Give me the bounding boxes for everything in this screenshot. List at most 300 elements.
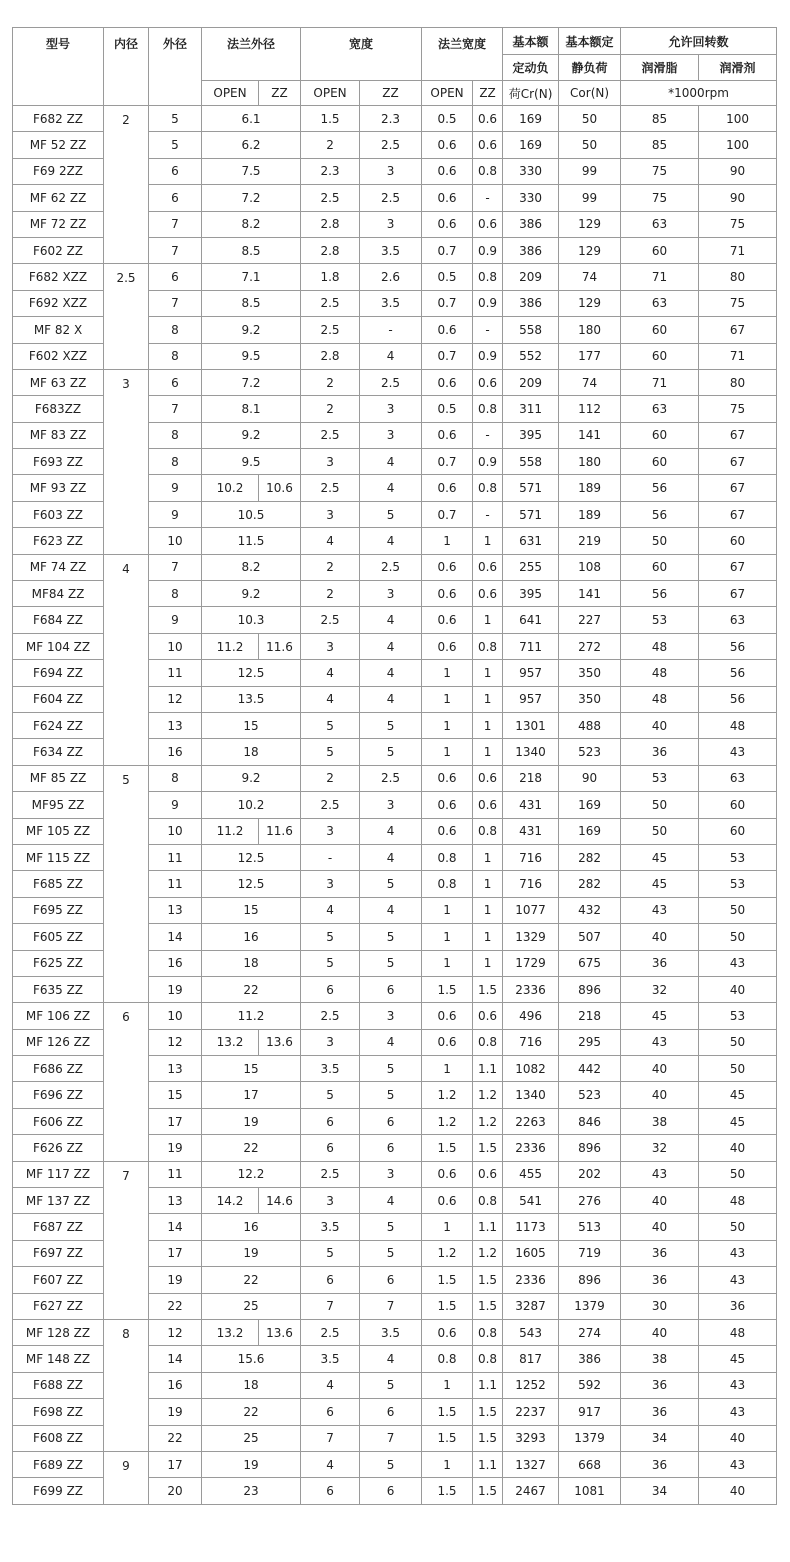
cell-static-load: 274 bbox=[559, 1319, 621, 1345]
cell-flange-width-zz: 0.8 bbox=[473, 1188, 503, 1214]
cell-width-zz: 3 bbox=[360, 211, 422, 237]
cell-inner-diameter: 3 bbox=[104, 369, 149, 554]
cell-flange-od: 11.2 bbox=[202, 1003, 301, 1029]
cell-flange-od: 12.2 bbox=[202, 1161, 301, 1187]
cell-model: F624 ZZ bbox=[13, 712, 104, 738]
cell-flange-od: 25 bbox=[202, 1425, 301, 1451]
cell-outer-diameter: 14 bbox=[149, 924, 202, 950]
cell-flange-width-open: 0.6 bbox=[422, 185, 473, 211]
cell-flange-od: 9.2 bbox=[202, 581, 301, 607]
cell-flange-width-zz: 1 bbox=[473, 924, 503, 950]
cell-flange-od: 18 bbox=[202, 739, 301, 765]
cell-static-load: 350 bbox=[559, 686, 621, 712]
cell-flange-od: 10.2 bbox=[202, 792, 301, 818]
cell-flange-od: 22 bbox=[202, 1135, 301, 1161]
cell-speed-oil: 67 bbox=[699, 422, 777, 448]
cell-outer-diameter: 11 bbox=[149, 844, 202, 870]
cell-width-open: 3 bbox=[301, 871, 360, 897]
cell-width-open: 5 bbox=[301, 950, 360, 976]
cell-width-zz: 6 bbox=[360, 1399, 422, 1425]
cell-outer-diameter: 6 bbox=[149, 185, 202, 211]
cell-speed-oil: 50 bbox=[699, 924, 777, 950]
cell-speed-grease: 75 bbox=[621, 158, 699, 184]
cell-width-zz: 3 bbox=[360, 581, 422, 607]
cell-model: F692 XZZ bbox=[13, 290, 104, 316]
cell-flange-od: 22 bbox=[202, 976, 301, 1002]
cell-flange-width-zz: 1.5 bbox=[473, 1293, 503, 1319]
cell-flange-width-zz: 0.8 bbox=[473, 396, 503, 422]
table-row bbox=[13, 554, 777, 580]
cell-flange-od: 7.5 bbox=[202, 158, 301, 184]
cell-width-open: 7 bbox=[301, 1425, 360, 1451]
cell-model: MF95 ZZ bbox=[13, 792, 104, 818]
cell-flange-od: 12.5 bbox=[202, 660, 301, 686]
cell-width-open: 5 bbox=[301, 739, 360, 765]
cell-model: F698 ZZ bbox=[13, 1399, 104, 1425]
cell-model: F694 ZZ bbox=[13, 660, 104, 686]
cell-flange-width-open: 0.6 bbox=[422, 633, 473, 659]
cell-model: MF 137 ZZ bbox=[13, 1188, 104, 1214]
table-header bbox=[13, 28, 777, 106]
header-flange-od-open: OPEN bbox=[202, 81, 259, 106]
cell-static-load: 218 bbox=[559, 1003, 621, 1029]
cell-speed-oil: 53 bbox=[699, 844, 777, 870]
cell-dynamic-load: 1329 bbox=[503, 924, 559, 950]
cell-width-zz: 5 bbox=[360, 1214, 422, 1240]
cell-speed-grease: 36 bbox=[621, 1267, 699, 1293]
cell-static-load: 169 bbox=[559, 792, 621, 818]
cell-flange-width-zz: 1.1 bbox=[473, 1214, 503, 1240]
cell-speed-oil: 71 bbox=[699, 343, 777, 369]
cell-flange-width-zz: 0.8 bbox=[473, 158, 503, 184]
cell-static-load: 227 bbox=[559, 607, 621, 633]
cell-dynamic-load: 209 bbox=[503, 264, 559, 290]
cell-width-open: 5 bbox=[301, 1082, 360, 1108]
cell-outer-diameter: 10 bbox=[149, 528, 202, 554]
cell-flange-width-open: 1 bbox=[422, 1214, 473, 1240]
cell-flange-width-zz: 1 bbox=[473, 871, 503, 897]
cell-outer-diameter: 16 bbox=[149, 739, 202, 765]
cell-outer-diameter: 7 bbox=[149, 290, 202, 316]
cell-static-load: 1379 bbox=[559, 1425, 621, 1451]
cell-flange-width-zz: 0.6 bbox=[473, 581, 503, 607]
cell-flange-od: 10.5 bbox=[202, 501, 301, 527]
cell-flange-width-zz: 1 bbox=[473, 528, 503, 554]
cell-flange-width-open: 1.5 bbox=[422, 1293, 473, 1319]
cell-width-open: 6 bbox=[301, 1267, 360, 1293]
cell-inner-diameter: 6 bbox=[104, 1003, 149, 1161]
cell-outer-diameter: 8 bbox=[149, 343, 202, 369]
cell-width-open: 6 bbox=[301, 1399, 360, 1425]
cell-width-open: 2.5 bbox=[301, 1003, 360, 1029]
cell-flange-width-open: 1.5 bbox=[422, 1399, 473, 1425]
cell-speed-grease: 50 bbox=[621, 528, 699, 554]
cell-outer-diameter: 22 bbox=[149, 1293, 202, 1319]
cell-width-zz: 4 bbox=[360, 660, 422, 686]
cell-flange-od: 18 bbox=[202, 950, 301, 976]
cell-flange-width-zz: 0.8 bbox=[473, 475, 503, 501]
cell-flange-width-zz: 1.2 bbox=[473, 1082, 503, 1108]
cell-model: F603 ZZ bbox=[13, 501, 104, 527]
cell-model: MF 117 ZZ bbox=[13, 1161, 104, 1187]
cell-speed-grease: 43 bbox=[621, 1161, 699, 1187]
cell-speed-grease: 60 bbox=[621, 237, 699, 263]
cell-width-zz: 2.5 bbox=[360, 765, 422, 791]
cell-inner-diameter: 2.5 bbox=[104, 264, 149, 370]
cell-flange-width-open: 0.6 bbox=[422, 1029, 473, 1055]
cell-dynamic-load: 169 bbox=[503, 106, 559, 132]
cell-dynamic-load: 2336 bbox=[503, 1135, 559, 1161]
cell-width-zz: 5 bbox=[360, 1082, 422, 1108]
cell-speed-grease: 63 bbox=[621, 290, 699, 316]
cell-static-load: 668 bbox=[559, 1451, 621, 1477]
cell-static-load: 295 bbox=[559, 1029, 621, 1055]
cell-flange-od: 13.5 bbox=[202, 686, 301, 712]
cell-width-zz: 5 bbox=[360, 871, 422, 897]
cell-flange-width-open: 1 bbox=[422, 950, 473, 976]
cell-width-zz: 2.5 bbox=[360, 554, 422, 580]
cell-speed-grease: 36 bbox=[621, 1399, 699, 1425]
cell-flange-width-zz: 1.5 bbox=[473, 1425, 503, 1451]
cell-dynamic-load: 558 bbox=[503, 317, 559, 343]
cell-flange-width-open: 1.2 bbox=[422, 1240, 473, 1266]
cell-flange-od: 12.5 bbox=[202, 871, 301, 897]
cell-width-zz: 3 bbox=[360, 158, 422, 184]
cell-flange-width-open: 0.6 bbox=[422, 475, 473, 501]
table-row bbox=[13, 1003, 777, 1029]
header-dynamic-load-3: 荷Cr(N) bbox=[503, 81, 559, 106]
cell-speed-oil: 90 bbox=[699, 158, 777, 184]
cell-speed-oil: 40 bbox=[699, 976, 777, 1002]
cell-speed-grease: 36 bbox=[621, 739, 699, 765]
cell-speed-oil: 48 bbox=[699, 1188, 777, 1214]
cell-flange-width-zz: 0.8 bbox=[473, 1319, 503, 1345]
cell-width-open: 2 bbox=[301, 581, 360, 607]
cell-speed-oil: 100 bbox=[699, 132, 777, 158]
cell-speed-grease: 71 bbox=[621, 264, 699, 290]
cell-speed-grease: 36 bbox=[621, 1372, 699, 1398]
cell-speed-grease: 85 bbox=[621, 132, 699, 158]
cell-speed-oil: 50 bbox=[699, 1056, 777, 1082]
cell-speed-oil: 67 bbox=[699, 475, 777, 501]
cell-flange-od: 17 bbox=[202, 1082, 301, 1108]
cell-flange-width-zz: 1.1 bbox=[473, 1372, 503, 1398]
cell-outer-diameter: 10 bbox=[149, 633, 202, 659]
cell-model: F69 2ZZ bbox=[13, 158, 104, 184]
cell-width-open: 6 bbox=[301, 1135, 360, 1161]
cell-speed-grease: 56 bbox=[621, 475, 699, 501]
cell-static-load: 442 bbox=[559, 1056, 621, 1082]
cell-flange-width-open: 0.6 bbox=[422, 369, 473, 395]
cell-flange-width-zz: 0.8 bbox=[473, 264, 503, 290]
cell-outer-diameter: 8 bbox=[149, 317, 202, 343]
cell-model: F627 ZZ bbox=[13, 1293, 104, 1319]
cell-outer-diameter: 6 bbox=[149, 369, 202, 395]
cell-model: F625 ZZ bbox=[13, 950, 104, 976]
cell-flange-od: 15 bbox=[202, 897, 301, 923]
cell-flange-width-open: 0.6 bbox=[422, 211, 473, 237]
cell-outer-diameter: 12 bbox=[149, 686, 202, 712]
cell-speed-oil: 80 bbox=[699, 264, 777, 290]
cell-static-load: 896 bbox=[559, 976, 621, 1002]
cell-speed-grease: 36 bbox=[621, 1451, 699, 1477]
cell-flange-od: 6.2 bbox=[202, 132, 301, 158]
cell-width-zz: 5 bbox=[360, 1451, 422, 1477]
cell-width-open: 2.5 bbox=[301, 422, 360, 448]
cell-speed-oil: 40 bbox=[699, 1425, 777, 1451]
cell-speed-oil: 40 bbox=[699, 1478, 777, 1504]
cell-static-load: 350 bbox=[559, 660, 621, 686]
cell-flange-od: 7.1 bbox=[202, 264, 301, 290]
cell-width-open: 3.5 bbox=[301, 1056, 360, 1082]
cell-flange-width-open: 1 bbox=[422, 1056, 473, 1082]
cell-outer-diameter: 9 bbox=[149, 792, 202, 818]
cell-flange-width-zz: 1.1 bbox=[473, 1451, 503, 1477]
bearing-spec-table-wrapper bbox=[12, 27, 777, 1505]
cell-speed-grease: 53 bbox=[621, 765, 699, 791]
cell-model: MF 93 ZZ bbox=[13, 475, 104, 501]
cell-flange-width-open: 1 bbox=[422, 1372, 473, 1398]
cell-width-zz: 6 bbox=[360, 1267, 422, 1293]
cell-dynamic-load: 395 bbox=[503, 581, 559, 607]
cell-model: F684 ZZ bbox=[13, 607, 104, 633]
cell-flange-od: 15.6 bbox=[202, 1346, 301, 1372]
cell-width-zz: 4 bbox=[360, 686, 422, 712]
cell-dynamic-load: 3287 bbox=[503, 1293, 559, 1319]
cell-speed-oil: 43 bbox=[699, 1372, 777, 1398]
cell-flange-width-zz: 0.8 bbox=[473, 633, 503, 659]
cell-speed-grease: 40 bbox=[621, 1082, 699, 1108]
cell-width-zz: 2.6 bbox=[360, 264, 422, 290]
cell-speed-oil: 36 bbox=[699, 1293, 777, 1319]
cell-flange-width-zz: 0.9 bbox=[473, 237, 503, 263]
cell-inner-diameter: 4 bbox=[104, 554, 149, 765]
cell-flange-width-zz: - bbox=[473, 317, 503, 343]
cell-inner-diameter: 5 bbox=[104, 765, 149, 1003]
cell-flange-width-zz: 0.6 bbox=[473, 554, 503, 580]
cell-width-open: 2.5 bbox=[301, 290, 360, 316]
header-flange-width: 法兰宽度 bbox=[422, 28, 503, 81]
cell-static-load: 177 bbox=[559, 343, 621, 369]
cell-model: MF 106 ZZ bbox=[13, 1003, 104, 1029]
cell-flange-width-zz: 1.5 bbox=[473, 1399, 503, 1425]
cell-flange-width-open: 0.8 bbox=[422, 871, 473, 897]
cell-speed-grease: 71 bbox=[621, 369, 699, 395]
cell-width-zz: 2.5 bbox=[360, 132, 422, 158]
header-flange-od-zz: ZZ bbox=[259, 81, 301, 106]
cell-width-zz: - bbox=[360, 317, 422, 343]
cell-flange-od-open: 11.2 bbox=[202, 818, 259, 844]
cell-speed-grease: 60 bbox=[621, 317, 699, 343]
cell-model: MF 82 X bbox=[13, 317, 104, 343]
cell-flange-width-open: 1.5 bbox=[422, 1425, 473, 1451]
cell-width-zz: 3 bbox=[360, 1003, 422, 1029]
cell-model: F623 ZZ bbox=[13, 528, 104, 554]
cell-flange-od: 6.1 bbox=[202, 106, 301, 132]
header-dynamic-load-1: 基本额 bbox=[503, 28, 559, 55]
cell-width-open: 2.5 bbox=[301, 607, 360, 633]
cell-speed-grease: 34 bbox=[621, 1478, 699, 1504]
cell-width-open: 4 bbox=[301, 686, 360, 712]
cell-flange-width-zz: - bbox=[473, 185, 503, 211]
header-grease: 润滑脂 bbox=[621, 55, 699, 81]
header-flange-outer-diameter: 法兰外径 bbox=[202, 28, 301, 81]
cell-dynamic-load: 817 bbox=[503, 1346, 559, 1372]
bearing-spec-table bbox=[12, 27, 777, 1505]
cell-model: F606 ZZ bbox=[13, 1108, 104, 1134]
cell-static-load: 74 bbox=[559, 369, 621, 395]
cell-width-zz: 6 bbox=[360, 1135, 422, 1161]
cell-dynamic-load: 1173 bbox=[503, 1214, 559, 1240]
cell-flange-width-zz: 0.6 bbox=[473, 1161, 503, 1187]
cell-speed-grease: 40 bbox=[621, 712, 699, 738]
cell-model: F602 XZZ bbox=[13, 343, 104, 369]
cell-inner-diameter: 9 bbox=[104, 1451, 149, 1504]
cell-flange-od: 19 bbox=[202, 1240, 301, 1266]
cell-static-load: 272 bbox=[559, 633, 621, 659]
cell-flange-width-open: 1.5 bbox=[422, 1135, 473, 1161]
cell-static-load: 108 bbox=[559, 554, 621, 580]
cell-width-zz: 4 bbox=[360, 1346, 422, 1372]
cell-speed-oil: 67 bbox=[699, 581, 777, 607]
cell-speed-grease: 34 bbox=[621, 1425, 699, 1451]
cell-dynamic-load: 1340 bbox=[503, 1082, 559, 1108]
cell-flange-width-zz: 0.6 bbox=[473, 211, 503, 237]
cell-flange-od-open: 11.2 bbox=[202, 633, 259, 659]
cell-outer-diameter: 19 bbox=[149, 1135, 202, 1161]
table-row bbox=[13, 106, 777, 132]
cell-speed-oil: 43 bbox=[699, 1399, 777, 1425]
cell-flange-width-zz: 1 bbox=[473, 897, 503, 923]
cell-speed-grease: 40 bbox=[621, 1214, 699, 1240]
cell-speed-oil: 67 bbox=[699, 501, 777, 527]
cell-width-zz: 3.5 bbox=[360, 290, 422, 316]
cell-flange-width-open: 1 bbox=[422, 897, 473, 923]
cell-static-load: 523 bbox=[559, 1082, 621, 1108]
cell-speed-grease: 32 bbox=[621, 1135, 699, 1161]
cell-model: F685 ZZ bbox=[13, 871, 104, 897]
cell-flange-od: 9.5 bbox=[202, 449, 301, 475]
cell-flange-width-open: 1.5 bbox=[422, 1478, 473, 1504]
cell-width-zz: 5 bbox=[360, 739, 422, 765]
cell-width-zz: 4 bbox=[360, 607, 422, 633]
cell-speed-grease: 43 bbox=[621, 897, 699, 923]
cell-flange-width-open: 0.7 bbox=[422, 290, 473, 316]
cell-flange-width-open: 0.7 bbox=[422, 237, 473, 263]
cell-flange-width-open: 1.2 bbox=[422, 1082, 473, 1108]
cell-outer-diameter: 19 bbox=[149, 1267, 202, 1293]
cell-static-load: 189 bbox=[559, 501, 621, 527]
cell-speed-grease: 53 bbox=[621, 607, 699, 633]
cell-speed-oil: 45 bbox=[699, 1346, 777, 1372]
cell-flange-width-zz: 1 bbox=[473, 844, 503, 870]
cell-flange-width-zz: 0.6 bbox=[473, 369, 503, 395]
cell-model: MF 52 ZZ bbox=[13, 132, 104, 158]
cell-width-zz: 4 bbox=[360, 1188, 422, 1214]
cell-static-load: 74 bbox=[559, 264, 621, 290]
cell-dynamic-load: 330 bbox=[503, 158, 559, 184]
header-static-load-2: 静负荷 bbox=[559, 55, 621, 81]
cell-flange-width-open: 1 bbox=[422, 739, 473, 765]
table-row bbox=[13, 765, 777, 791]
cell-model: F687 ZZ bbox=[13, 1214, 104, 1240]
cell-flange-width-zz: 1.1 bbox=[473, 1056, 503, 1082]
cell-width-open: 4 bbox=[301, 1451, 360, 1477]
cell-width-open: 7 bbox=[301, 1293, 360, 1319]
header-flange-width-open: OPEN bbox=[422, 81, 473, 106]
cell-width-open: 3 bbox=[301, 449, 360, 475]
cell-static-load: 129 bbox=[559, 290, 621, 316]
cell-speed-grease: 48 bbox=[621, 660, 699, 686]
cell-speed-oil: 63 bbox=[699, 765, 777, 791]
cell-width-open: 3 bbox=[301, 1029, 360, 1055]
cell-model: MF 105 ZZ bbox=[13, 818, 104, 844]
cell-speed-oil: 67 bbox=[699, 554, 777, 580]
cell-speed-oil: 75 bbox=[699, 396, 777, 422]
cell-speed-oil: 60 bbox=[699, 528, 777, 554]
cell-speed-oil: 90 bbox=[699, 185, 777, 211]
cell-model: MF 62 ZZ bbox=[13, 185, 104, 211]
cell-outer-diameter: 17 bbox=[149, 1451, 202, 1477]
cell-flange-od-open: 13.2 bbox=[202, 1029, 259, 1055]
cell-flange-od-zz: 11.6 bbox=[259, 633, 301, 659]
cell-flange-od: 10.3 bbox=[202, 607, 301, 633]
cell-model: F696 ZZ bbox=[13, 1082, 104, 1108]
cell-flange-od: 25 bbox=[202, 1293, 301, 1319]
cell-model: MF 104 ZZ bbox=[13, 633, 104, 659]
cell-model: MF 74 ZZ bbox=[13, 554, 104, 580]
cell-width-open: 3 bbox=[301, 633, 360, 659]
cell-width-open: 2 bbox=[301, 396, 360, 422]
cell-static-load: 488 bbox=[559, 712, 621, 738]
cell-static-load: 50 bbox=[559, 132, 621, 158]
cell-width-zz: 5 bbox=[360, 501, 422, 527]
cell-static-load: 141 bbox=[559, 581, 621, 607]
cell-speed-grease: 30 bbox=[621, 1293, 699, 1319]
cell-flange-width-open: 0.7 bbox=[422, 449, 473, 475]
cell-flange-width-zz: - bbox=[473, 422, 503, 448]
cell-flange-width-open: 1 bbox=[422, 1451, 473, 1477]
cell-flange-width-open: 1.5 bbox=[422, 1267, 473, 1293]
cell-static-load: 180 bbox=[559, 317, 621, 343]
cell-speed-oil: 63 bbox=[699, 607, 777, 633]
table-row bbox=[13, 369, 777, 395]
cell-flange-width-open: 0.7 bbox=[422, 501, 473, 527]
cell-dynamic-load: 1077 bbox=[503, 897, 559, 923]
cell-outer-diameter: 11 bbox=[149, 871, 202, 897]
cell-model: F608 ZZ bbox=[13, 1425, 104, 1451]
cell-outer-diameter: 7 bbox=[149, 237, 202, 263]
cell-width-open: 5 bbox=[301, 712, 360, 738]
cell-speed-oil: 50 bbox=[699, 1029, 777, 1055]
cell-outer-diameter: 17 bbox=[149, 1108, 202, 1134]
cell-dynamic-load: 631 bbox=[503, 528, 559, 554]
cell-flange-od: 19 bbox=[202, 1451, 301, 1477]
cell-flange-width-zz: 1 bbox=[473, 739, 503, 765]
cell-dynamic-load: 541 bbox=[503, 1188, 559, 1214]
cell-outer-diameter: 7 bbox=[149, 396, 202, 422]
cell-flange-od: 9.2 bbox=[202, 317, 301, 343]
cell-flange-od: 16 bbox=[202, 1214, 301, 1240]
cell-speed-grease: 43 bbox=[621, 1029, 699, 1055]
cell-static-load: 896 bbox=[559, 1135, 621, 1161]
cell-static-load: 507 bbox=[559, 924, 621, 950]
cell-speed-grease: 63 bbox=[621, 211, 699, 237]
cell-width-zz: 5 bbox=[360, 1056, 422, 1082]
cell-outer-diameter: 9 bbox=[149, 475, 202, 501]
cell-flange-width-open: 0.6 bbox=[422, 818, 473, 844]
cell-static-load: 202 bbox=[559, 1161, 621, 1187]
